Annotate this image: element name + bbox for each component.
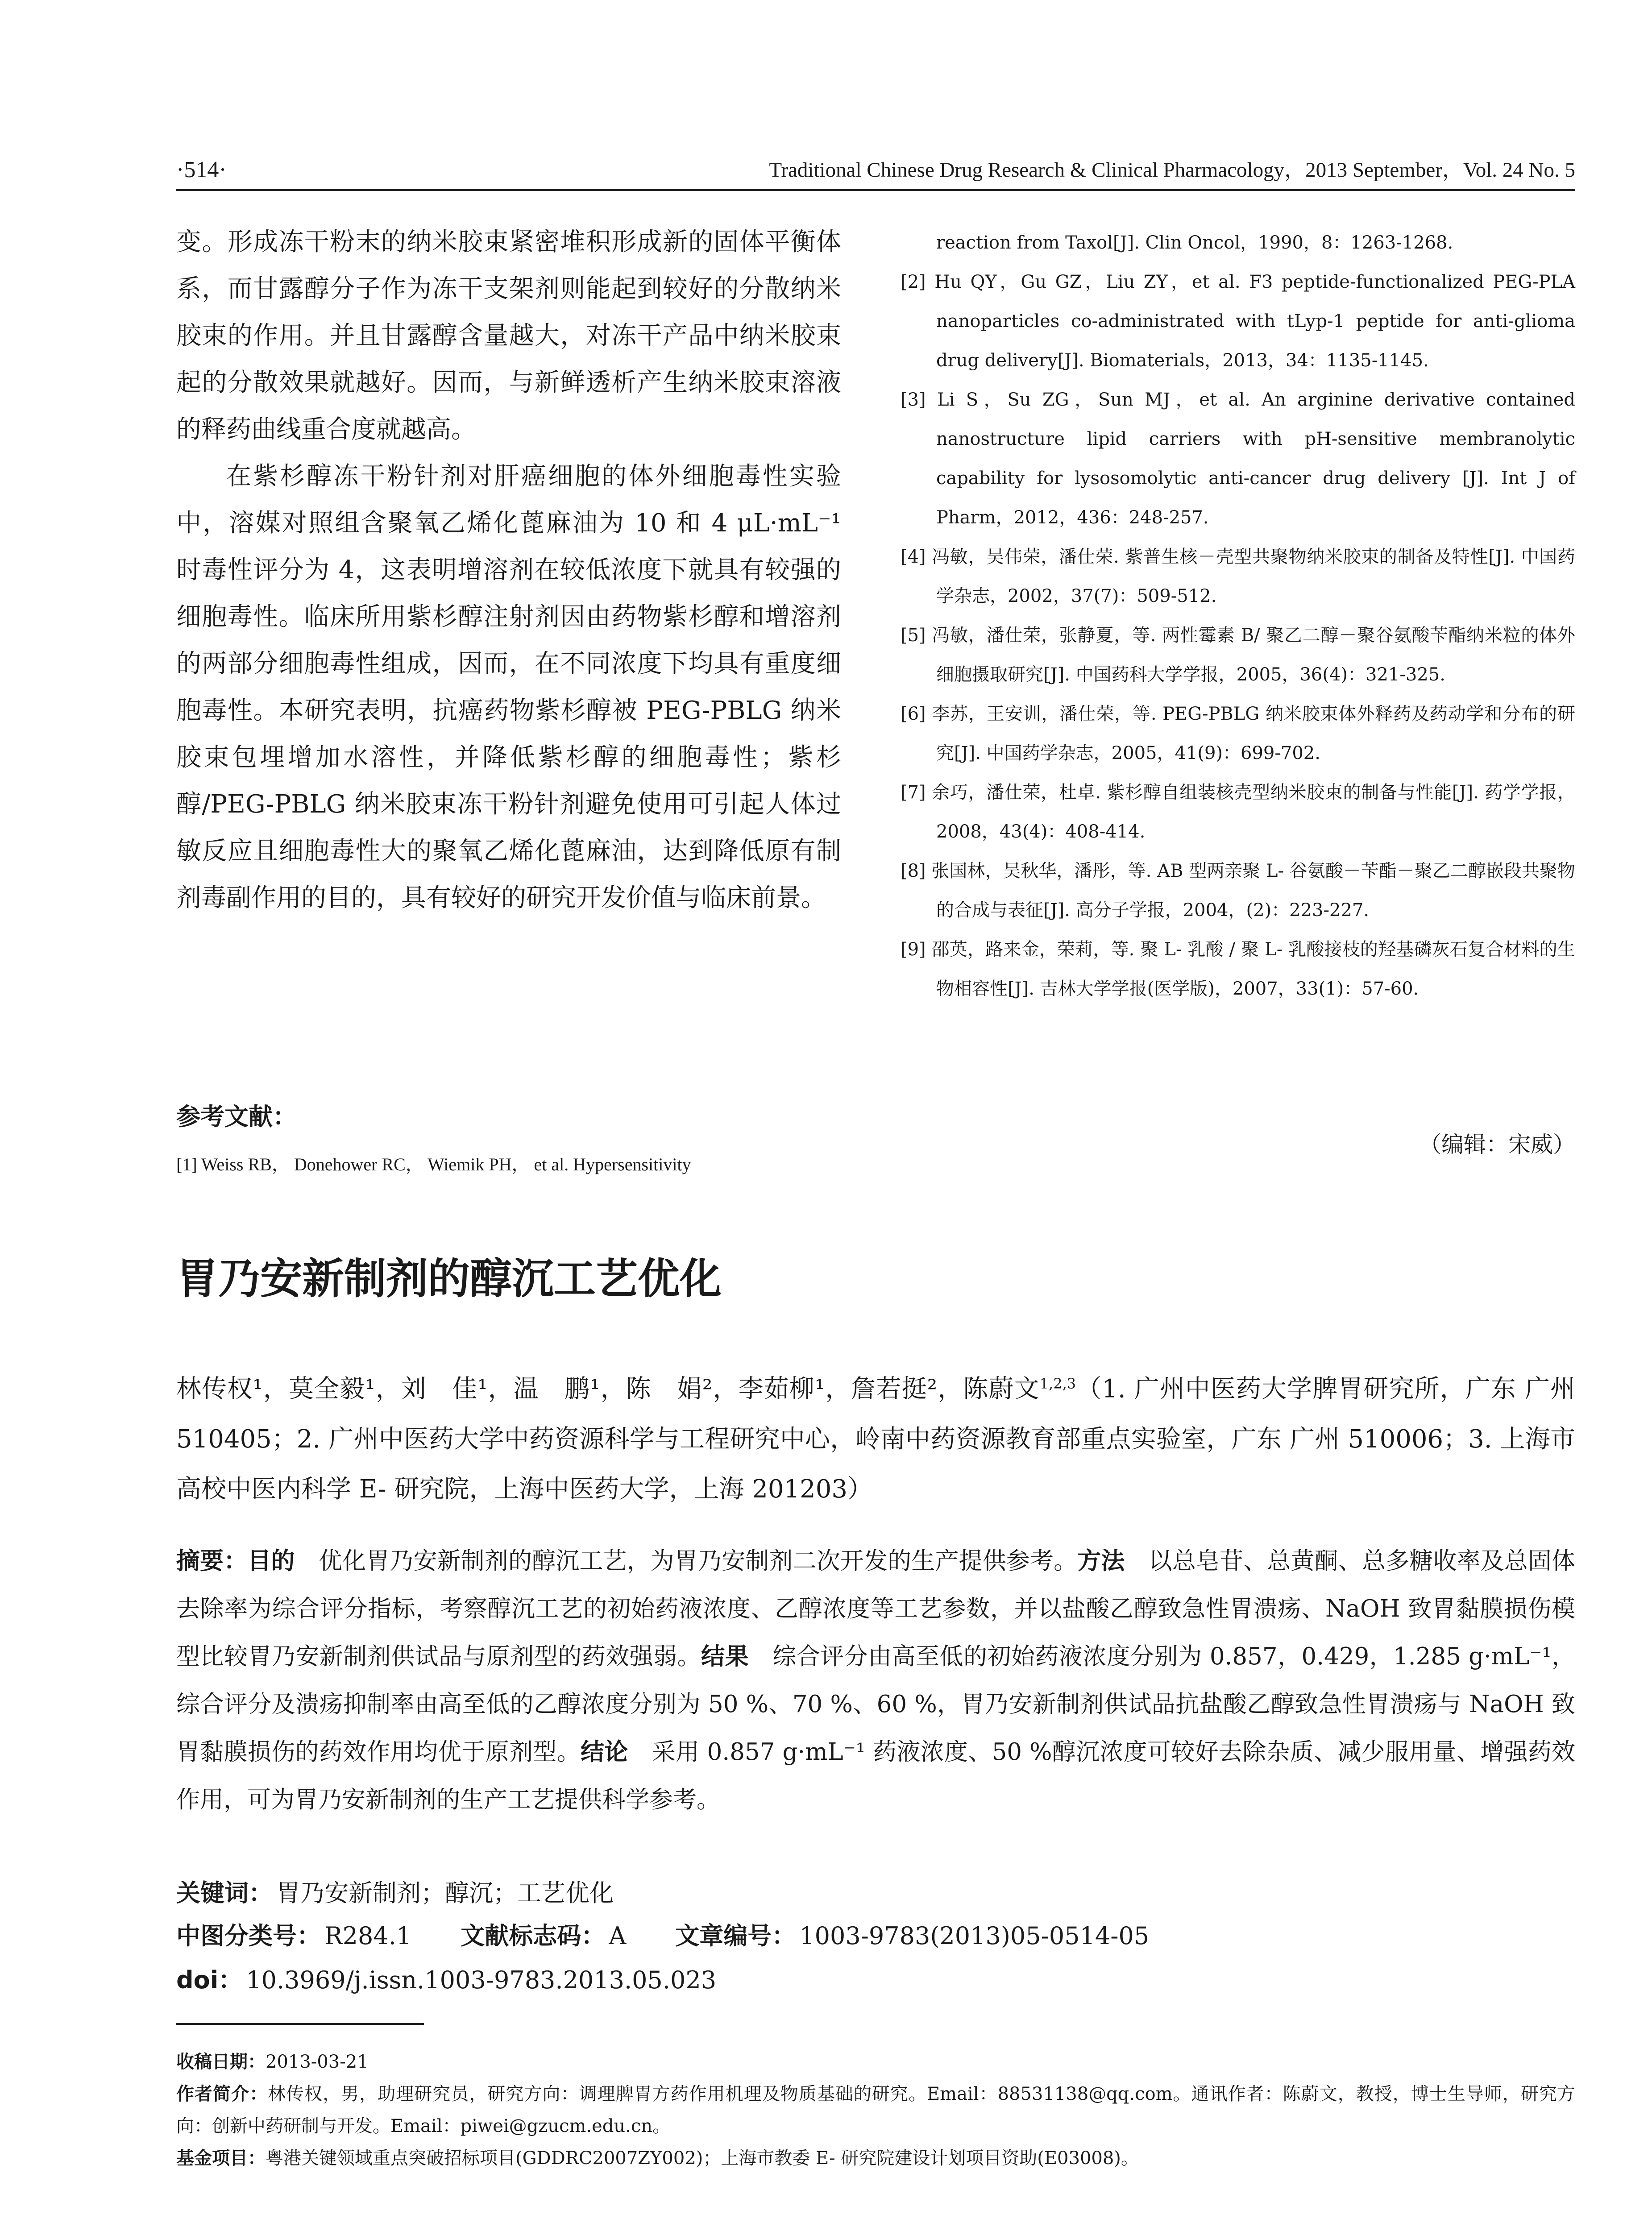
footnote-divider	[176, 2023, 424, 2025]
clc-label: 中图分类号：	[176, 1922, 321, 1950]
received-label: 收稿日期：	[176, 2052, 266, 2072]
doi-line	[176, 1959, 1575, 2002]
abstract-label: 摘要：	[176, 1547, 248, 1575]
received-date-line	[176, 2046, 1575, 2078]
reference-7: [7] 余巧，潘仕荣，杜卓. 紫杉醇自组装核壳型纳米胶束的制备与性能[J]. 药学学报，2008，43(4)：408-414.	[901, 782, 1575, 842]
keywords: 胃乃安新制剂；醇沉；工艺优化	[276, 1879, 614, 1907]
affiliations: （1. 广州中医药大学脾胃研究所，广东 广州 510405；2. 广州中医药大学中药资源科学与工程研究中心，岭南中药资源教育部重点实验室，广东 广州 510006；3. 上海市高校中医内科学 E- 研究院，上海中医药大学，上海 201203）	[176, 1374, 1575, 1504]
clc-number: R284.1	[324, 1922, 412, 1950]
footnotes	[176, 2046, 1575, 2174]
classification-line	[176, 1915, 1575, 1957]
objective-text: 优化胃乃安新制剂的醇沉工艺，为胃乃安制剂二次开发的生产提供参考。	[295, 1547, 1078, 1575]
author-info-line	[176, 2078, 1575, 2142]
reference-1-continued: reaction from Taxol[J]. Clin Oncol，1990，8：1263-1268.	[936, 232, 1453, 253]
running-header	[176, 155, 1575, 191]
author-superscript: 1,2,3	[1039, 1375, 1076, 1392]
reference-8: [8] 张国林，吴秋华，潘彤，等. AB 型两亲聚 L- 谷氨酸－苄酯－聚乙二醇嵌段共聚物的合成与表征[J]. 高分子学报，2004，(2)：223-227.	[901, 861, 1575, 921]
reference-4: [4] 冯敏，吴伟荣，潘仕荣. 紫普生核－壳型共聚物纳米胶束的制备及特性[J]. 中国药学杂志，2002，37(7)：509-512.	[901, 547, 1575, 606]
journal-citation: Traditional Chinese Drug Research & Clinical Pharmacology，2013 September，Vol. 24 No. 5	[769, 158, 1575, 182]
document-code: A	[609, 1922, 627, 1950]
funding: 粤港关键领域重点突破招标项目(GDDRC2007ZY002)；上海市教委 E- 研究院建设计划项目资助(E03008)。	[266, 2148, 1139, 2169]
reference-5: [5] 冯敏，潘仕荣，张静夏，等. 两性霉素 B/ 聚乙二醇－聚谷氨酸苄酯纳米粒的体外细胞摄取研究[J]. 中国药科大学学报，2005，36(4)：321-325.	[901, 625, 1575, 685]
right-column-references	[901, 223, 1575, 1008]
keywords-label: 关键词：	[176, 1879, 273, 1907]
abstract	[176, 1537, 1575, 1824]
funding-label: 基金项目：	[176, 2148, 266, 2169]
article-number-label: 文章编号：	[675, 1922, 796, 1950]
received-date: 2013-03-21	[266, 2052, 369, 2072]
reference-3: [3] Li S，Su ZG，Sun MJ，et al. An arginine derivative contained nanostructure lipid carriers with pH-sensitive membranolytic capability for lysosomolytic anti-cancer drug delivery [J]. Int J of Pharm，2012，436：248-257.	[901, 390, 1575, 528]
author-info-label: 作者简介：	[176, 2084, 268, 2104]
author-info: 林传权，男，助理研究员，研究方向：调理脾胃方药作用机理及物质基础的研究。Email：88531138@qq.com。通讯作者：陈蔚文，教授，博士生导师，研究方向：创新中药研制与开发。Email：piwei@gzucm.edu.cn。	[176, 2084, 1576, 2136]
article-title: 胃乃安新制剂的醇沉工艺优化	[176, 1255, 722, 1303]
reference-2: [2] Hu QY，Gu GZ，Liu ZY，et al. F3 peptide-functionalized PEG-PLA nanoparticles co-administrated with tLyp-1 peptide for anti-glioma drug delivery[J]. Biomaterials，2013，34：1135-1145.	[901, 272, 1575, 371]
funding-line	[176, 2142, 1575, 2174]
article-number: 1003-9783(2013)05-0514-05	[799, 1922, 1150, 1950]
editor-note: （编辑：宋威）	[1419, 1132, 1575, 1157]
body-paragraph-1: 变。形成冻干粉末的纳米胶束紧密堆积形成新的固体平衡体系，而甘露醇分子作为冻干支架剂则能起到较好的分散纳米胶束的作用。并且甘露醇含量越大，对冻干产品中纳米胶束起的分散效果就越好。因而，与新鲜透析产生纳米胶束溶液的释药曲线重合度就越高。	[176, 228, 841, 444]
method-text: 以总皂苷、总黄酮、总多糖收率及总固体去除率为综合评分指标，考察醇沉工艺的初始药液浓度、乙醇浓度等工艺参数，并以盐酸乙醇致急性胃溃疡、NaOH 致胃黏膜损伤模型比较胃乃安新制剂供试品与原剂型的药效强弱。	[176, 1547, 1576, 1670]
left-column	[176, 219, 841, 921]
result-text: 综合评分由高至低的初始药液浓度分别为 0.857，0.429，1.285 g·mL⁻¹，综合评分及溃疡抑制率由高至低的乙醇浓度分别为 50 %、70 %、60 %，胃乃安新制剂供试品抗盐酸乙醇致急性胃溃疡与 NaOH 致胃黏膜损伤的药效作用均优于原剂型。	[176, 1643, 1576, 1766]
conclusion-label: 结论	[581, 1738, 628, 1766]
reference-6: [6] 李苏，王安训，潘仕荣，等. PEG-PBLG 纳米胶束体外释药及药动学和分布的研究[J]. 中国药学杂志，2005，41(9)：699-702.	[901, 704, 1575, 763]
references-heading: 参考文献：	[176, 1103, 297, 1131]
page-number: ·514·	[176, 157, 227, 182]
method-label: 方法	[1077, 1547, 1125, 1575]
doi-label: doi：	[176, 1966, 243, 1994]
document-code-label: 文献标志码：	[461, 1922, 606, 1950]
body-paragraph-2: 在紫杉醇冻干粉针剂对肝癌细胞的体外细胞毒性实验中，溶媒对照组含聚氧乙烯化蓖麻油为 10 和 4 μL·mL⁻¹ 时毒性评分为 4，这表明增溶剂在较低浓度下就具有较强的细胞毒性。临床所用紫杉醇注射剂因由药物紫杉醇和增溶剂的两部分细胞毒性组成，因而，在不同浓度下均具有重度细胞毒性。本研究表明，抗癌药物紫杉醇被 PEG-PBLG 纳米胶束包埋增加水溶性，并降低紫杉醇的细胞毒性；紫杉醇/PEG-PBLG 纳米胶束冻干粉针剂避免使用可引起人体过敏反应且细胞毒性大的聚氧乙烯化蓖麻油，达到降低原有制剂毒副作用的目的，具有较好的研究开发价值与临床前景。	[176, 462, 841, 912]
doi: 10.3969/j.issn.1003-9783.2013.05.023	[246, 1966, 717, 1994]
reference-9: [9] 邵英，路来金，荣莉，等. 聚 L- 乳酸 / 聚 L- 乳酸接枝的羟基磷灰石复合材料的生物相容性[J]. 吉林大学学报(医学版)，2007，33(1)：57-60.	[901, 939, 1575, 999]
keywords-line	[176, 1872, 1575, 1915]
objective-label: 目的	[247, 1547, 295, 1575]
author-names: 林传权¹，莫全毅¹，刘 佳¹，温 鹏¹，陈 娟²，李茹柳¹，詹若挺²，陈蔚文	[176, 1374, 1040, 1404]
authors-affiliations	[176, 1359, 1575, 1514]
conclusion-text: 采用 0.857 g·mL⁻¹ 药液浓度、50 %醇沉浓度可较好去除杂质、减少服用量、增强药效作用，可为胃乃安新制剂的生产工艺提供科学参考。	[176, 1738, 1575, 1813]
result-label: 结果	[701, 1643, 749, 1670]
reference-1-start: [1] Weiss RB， Donehower RC， Wiemik PH， et al. Hypersensitivity	[176, 1154, 691, 1174]
